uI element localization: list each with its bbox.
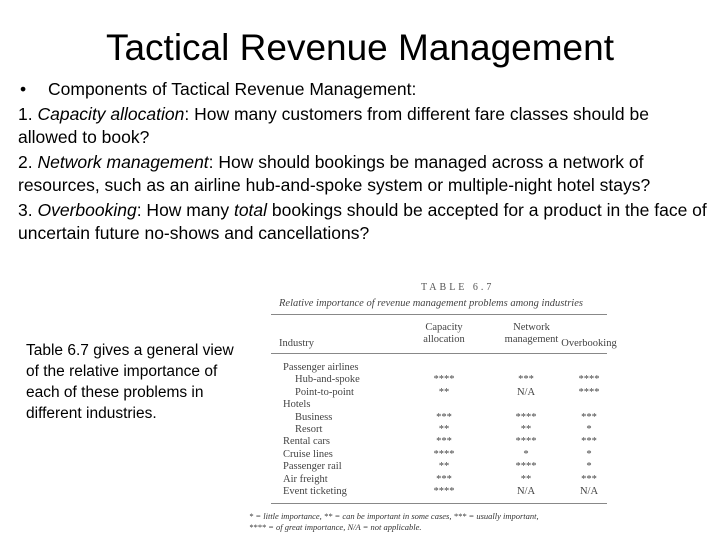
cell-overbooking: *** (581, 411, 597, 423)
importance-table (249, 282, 617, 532)
row-label: Resort (295, 424, 323, 435)
item-text: : How many (136, 200, 234, 220)
cell-capacity: **** (433, 448, 455, 460)
table-title: Relative importance of revenue management problems among industries (279, 298, 583, 309)
table-rule-top (271, 314, 607, 315)
item-number: 3. (18, 200, 38, 220)
slide-body (18, 78, 708, 247)
item-number: 1. (18, 104, 38, 124)
row-label: Point-to-point (295, 386, 354, 398)
cell-network: N/A (516, 486, 536, 497)
header-network: Network management (504, 322, 559, 345)
table-row (249, 362, 609, 374)
cell-overbooking: N/A (579, 486, 599, 497)
table-row (249, 424, 609, 436)
table-row (249, 449, 609, 461)
table-row (249, 436, 609, 448)
item-term: Overbooking (37, 200, 137, 220)
header-overbooking: Overbooking (561, 338, 617, 349)
bullet-icon: • (20, 79, 27, 99)
table-footnote: **** = of great importance, N/A = not applicable. (249, 522, 422, 532)
numbered-item-2 (18, 151, 708, 197)
cell-network: N/A (516, 386, 536, 398)
numbered-item-3 (18, 199, 708, 245)
row-label: Passenger rail (283, 461, 342, 473)
table-rule-mid (271, 353, 607, 354)
item-number: 2. (18, 152, 38, 172)
cell-overbooking: * (586, 461, 592, 473)
row-label: Air freight (283, 473, 328, 485)
cell-network: *** (518, 374, 534, 386)
cell-capacity: *** (436, 473, 452, 485)
table-rule-bottom (271, 503, 607, 504)
item-term: Network management (37, 152, 209, 172)
cell-network: **** (515, 411, 537, 423)
cell-capacity: *** (436, 436, 452, 448)
row-label: Hotels (283, 399, 311, 411)
side-note: Table 6.7 gives a general view of the relative importance of each of these problems in different industries. (26, 342, 234, 422)
row-label: Passenger airlines (283, 362, 359, 373)
row-label: Hub-and-spoke (295, 374, 360, 386)
item-text: bookings should be accepted for a product in the face of uncertain future no-shows and cancellations? (18, 200, 707, 243)
cell-capacity: **** (433, 486, 455, 497)
item-text: : How should bookings be managed across a network of resources, such as an airline hub-and-spoke system or multiple-night hotel stays? (18, 152, 651, 195)
item-emphasis: total (233, 200, 268, 220)
item-text: : How many customers from different fare classes should be allowed to book? (18, 104, 649, 147)
cell-capacity: ** (438, 386, 450, 398)
header-capacity: Capacity allocation (423, 322, 465, 345)
cell-network: ** (520, 473, 532, 485)
bullet-item (18, 78, 708, 101)
item-term: Capacity allocation (37, 104, 185, 124)
cell-overbooking: **** (578, 374, 600, 386)
table-row (249, 399, 609, 411)
row-label: Business (295, 411, 333, 423)
header-industry: Industry (279, 338, 314, 349)
bullet-text: Components of Tactical Revenue Management: (48, 79, 417, 99)
cell-overbooking: *** (581, 473, 597, 485)
table-row (249, 374, 609, 386)
cell-network: ** (520, 424, 532, 435)
cell-overbooking: *** (581, 436, 597, 448)
table-row (249, 474, 609, 486)
table-row (249, 412, 609, 424)
cell-network: **** (515, 461, 537, 473)
cell-capacity: **** (433, 374, 455, 386)
row-label: Event ticketing (283, 486, 347, 497)
table-footnote: * = little importance, ** = can be important in some cases, *** = usually important, (249, 511, 539, 521)
cell-network: * (523, 448, 529, 460)
row-label: Cruise lines (283, 448, 333, 460)
cell-capacity: *** (436, 411, 452, 423)
cell-overbooking: * (586, 424, 592, 435)
table-row (249, 387, 609, 399)
cell-capacity: ** (438, 461, 450, 473)
table-row (249, 486, 609, 498)
slide-title: Tactical Revenue Management (105, 27, 614, 68)
cell-overbooking: * (586, 448, 592, 460)
cell-network: **** (515, 436, 537, 448)
numbered-item-1 (18, 103, 708, 149)
row-label: Rental cars (283, 436, 330, 448)
cell-overbooking: **** (578, 386, 600, 398)
cell-capacity: ** (438, 424, 450, 435)
table-row (249, 461, 609, 473)
table-number: TABLE 6.7 (421, 282, 495, 293)
